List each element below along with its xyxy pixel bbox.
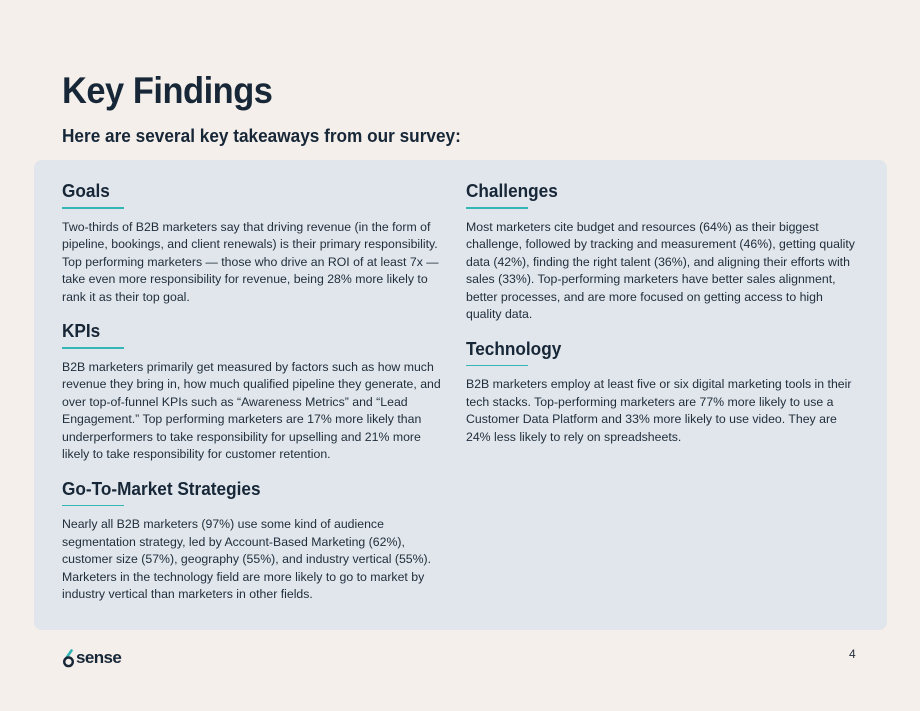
- heading-underline: [62, 347, 124, 349]
- findings-panel: [34, 160, 887, 630]
- left-column: [62, 178, 448, 616]
- section-kpis: [62, 318, 448, 464]
- heading-underline: [466, 207, 528, 209]
- section-body: Nearly all B2B marketers (97%) use some kind of audience segmentation strategy, led by Account-Based Marketing (62%), customer size (57%), geography (55%), and industry vertical (55%). Marketers in the technology field are more likely to go to market by industry vertical than marketers in other fields.: [62, 517, 432, 601]
- heading-underline: [466, 365, 528, 367]
- section-heading: Go-To-Market Strategies: [62, 477, 261, 499]
- section-heading: KPIs: [62, 320, 101, 341]
- heading-underline: [62, 207, 124, 209]
- section-body: B2B marketers employ at least five or six digital marketing tools in their tech stacks. Top-performing marketers are 77% more likely to use a Customer Data Platform and 33% more likely to use video. They are 24% less likely to rely on spreadsheets.: [466, 377, 852, 444]
- logo-wordmark: sense: [76, 648, 122, 667]
- page-subtitle: Here are several key takeaways from our survey:: [62, 125, 461, 146]
- section-technology: [466, 336, 861, 447]
- section-heading: Challenges: [466, 180, 558, 201]
- heading-underline: [62, 505, 124, 507]
- section-challenges: [466, 178, 861, 324]
- section-goals: [62, 178, 448, 306]
- section-heading: Technology: [466, 337, 562, 359]
- six-icon: [62, 649, 75, 668]
- section-body: Most marketers cite budget and resources (64%) as their biggest challenge, followed by tracking and measurement (46%), getting quality data (42%), finding the right talent (36%), and aligning their efforts with sales (33%). Top-performing marketers have better sales alignment, better processes, and are more focused on getting access to high quality data.: [466, 219, 855, 321]
- brand-logo: [62, 647, 121, 669]
- section-body: Two-thirds of B2B marketers say that driving revenue (in the form of pipeline, bookings, and client renewals) is their primary responsibility. Top performing marketers — those who drive an ROI of at least 7x — take even more responsibility for revenue, being 28% more likely to rank it as their top goal.: [62, 219, 439, 304]
- right-column: [466, 178, 861, 458]
- page-number: 4: [849, 647, 856, 661]
- section-body: B2B marketers primarily get measured by factors such as how much revenue they bring in, how much qualified pipeline they generate, and over top-of-funnel KPIs such as “Awareness Metrics” and “Lead Engagement.” Top performing marketers are 17% more likely than underperformers to take responsibility for upselling and 21% more likely to take responsibility for customer retention.: [62, 359, 441, 461]
- page-title: Key Findings: [62, 70, 273, 111]
- section-go-to-market: [62, 476, 448, 604]
- section-heading: Goals: [62, 180, 110, 201]
